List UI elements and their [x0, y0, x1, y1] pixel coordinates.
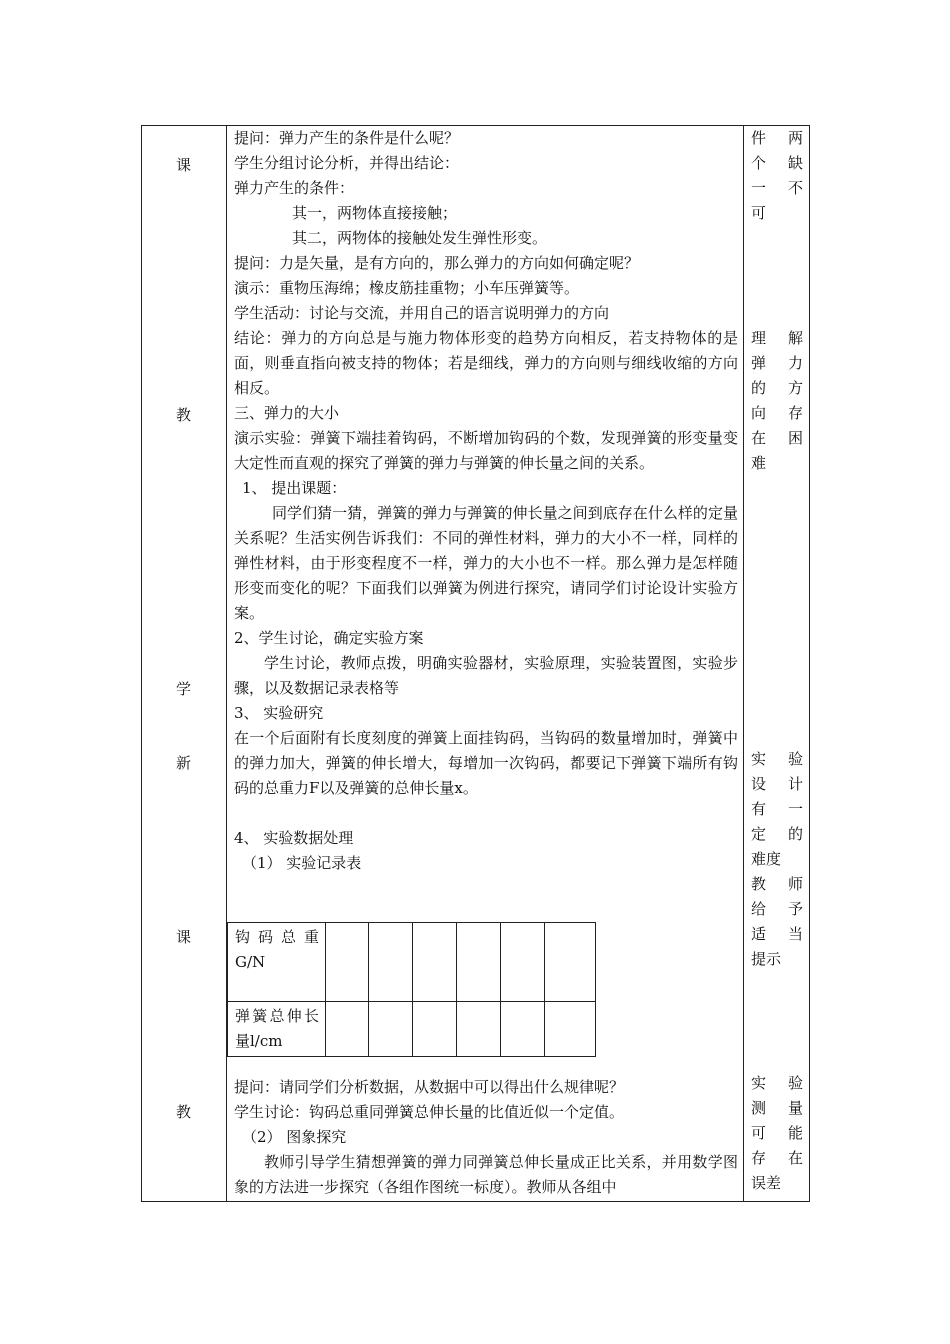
left-char-4: 新: [175, 754, 191, 772]
table-cell: [501, 1002, 545, 1057]
group-discussion: 学生分组讨论分析，并得出结论：: [234, 154, 460, 172]
step-2-body: 学生讨论，教师点拨，明确实验器材，实验原理，实验装置图，实验步骤，以及数据记录表格等: [234, 654, 738, 697]
note-condition: 件 两 个 缺 一 不 可: [751, 129, 803, 222]
table-row: [228, 923, 596, 1002]
row-label-weight: 钩码总重 G/N: [228, 923, 326, 1002]
student-conclusion: 学生讨论：钩码总重同弹簧总伸长量的比值近似一个定值。: [234, 1103, 625, 1121]
table-cell: [545, 923, 596, 1002]
graph-heading: （2） 图象探究: [242, 1128, 347, 1146]
graph-body: 教师引导学生猜想弹簧的弹力同弹簧总伸长量成正比关系，并用数学图象的方法进一步探究（各组作图统一标度）。教师从各组中: [234, 1153, 738, 1196]
table-cell: [369, 923, 413, 1002]
table-cell: [457, 1002, 501, 1057]
condition-two: 其二，两物体的接触处发生弹性形变。: [292, 229, 548, 247]
left-char-1: 课: [175, 156, 191, 174]
table-cell: [501, 923, 545, 1002]
table-cell: [413, 923, 457, 1002]
condition-one: 其一，两物体直接接触；: [292, 204, 458, 222]
row-label-extension: 弹簧总伸长 量l/cm: [228, 1002, 326, 1057]
step-1-body: 同学们猜一猜，弹簧的弹力与弹簧的伸长量之间到底存在什么样的定量关系呢？生活实例告诉我们：不同的弹性材料，弹力的大小不一样，同样的弹性材料，由于形变程度不一样，弹力的大小也不一样。那么弹力是怎样随形变而变化的呢？下面我们以弹簧为例进行探究，请同学们讨论设计实验方案。: [234, 504, 738, 622]
note-direction: 理 解 弹 力 的 方 向 存 在 困 难: [751, 329, 803, 472]
record-table: [227, 922, 596, 1057]
step-4-heading: 4、 实验数据处理: [234, 829, 354, 847]
step-1-heading: 1、 提出课题：: [242, 479, 347, 497]
left-char-2: 教: [175, 406, 191, 424]
question-direction: 提问：力是矢量，是有方向的，那么弹力的方向如何确定呢？: [234, 254, 640, 272]
note-error: 实 验 测 量 可 能 存 在 误差: [751, 1074, 803, 1192]
conclusion-text: 结论：弹力的方向总是与施力物体形变的趋势方向相反，若支持物体的是面，则垂直指向被支持的物体；若是细线，弹力的方向则与细线收缩的方向相反。: [234, 329, 738, 397]
table-cell: [369, 1002, 413, 1057]
question-analysis: 提问：请同学们分析数据，从数据中可以得出什么规律呢？: [234, 1078, 625, 1096]
question-condition: 提问：弹力产生的条件是什么呢？: [234, 129, 460, 147]
record-table-caption: （1） 实验记录表: [242, 854, 362, 872]
demo-experiment: 演示实验：弹簧下端挂着钩码，不断增加钩码的个数，发现弹簧的形变量变大定性而直观的探究了弹簧的弹力与弹簧的伸长量之间的关系。: [234, 429, 738, 472]
table-row: [228, 1002, 596, 1057]
left-char-3: 学: [175, 680, 191, 698]
table-cell: [545, 1002, 596, 1057]
main-content-lower: [234, 1075, 738, 1200]
step-2-heading: 2、学生讨论，确定实验方案: [234, 629, 424, 647]
student-activity: 学生活动：讨论与交流，并用自己的语言说明弹力的方向: [234, 304, 610, 322]
condition-heading: 弹力产生的条件：: [234, 179, 355, 197]
table-cell: [413, 1002, 457, 1057]
step-3-heading: 3、 实验研究: [234, 704, 324, 722]
note-design: 实 验 设 计 有 一 定 的 难度 教 师 给 予 适 当 提示: [751, 750, 803, 968]
table-cell: [326, 923, 369, 1002]
table-cell: [457, 923, 501, 1002]
left-char-5: 课: [175, 928, 191, 946]
step-3-body: 在一个后面附有长度刻度的弹簧上面挂钩码，当钩码的数量增加时，弹簧中的弹力加大，弹簧的伸长增大，每增加一次钩码，都要记下弹簧下端所有钩码的总重力F以及弹簧的总伸长量x。: [234, 729, 738, 797]
section-heading-magnitude: 三、弹力的大小: [234, 404, 340, 422]
demo-text: 演示：重物压海绵；橡皮筋挂重物；小车压弹簧等。: [234, 279, 580, 297]
main-content: [234, 126, 738, 876]
column-divider-right: [743, 125, 744, 1202]
table-cell: [326, 1002, 369, 1057]
left-char-6: 教: [175, 1103, 191, 1121]
